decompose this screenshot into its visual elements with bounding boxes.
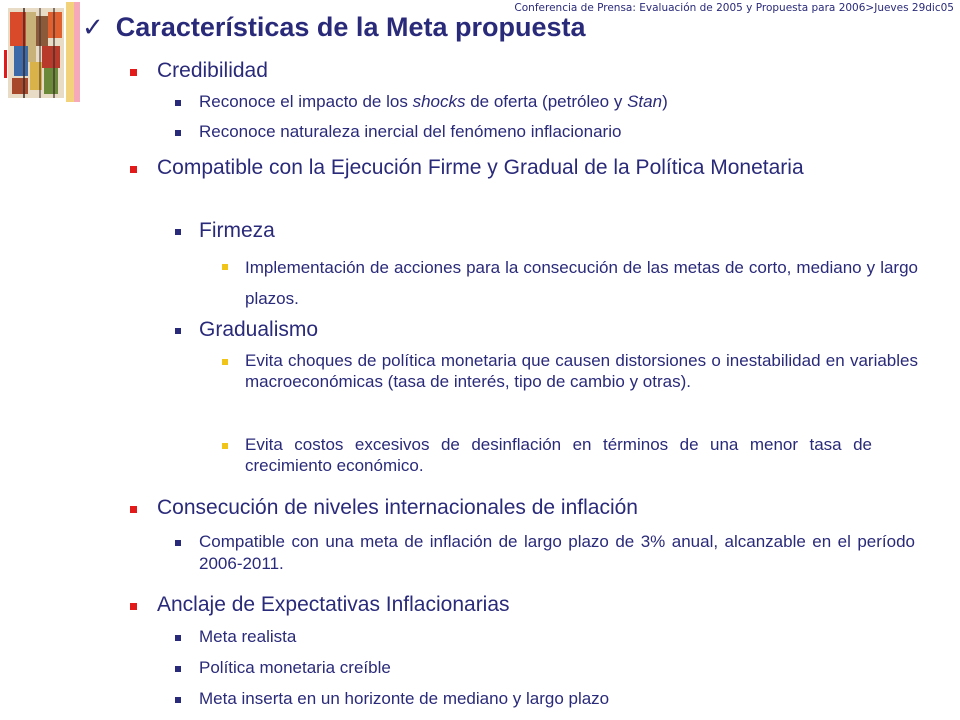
square-bullet-icon — [175, 697, 181, 703]
page-title — [82, 12, 586, 43]
square-bullet-icon — [130, 69, 137, 76]
square-bullet-icon — [175, 229, 181, 235]
square-bullet-icon — [175, 130, 181, 136]
square-bullet-icon — [130, 506, 137, 513]
list-item-compatible: Compatible con la Ejecución Firme y Gradual de la Política Monetaria — [130, 155, 890, 180]
header-note: Conferencia de Prensa: Evaluación de 2005 y Propuesta para 2006>Jueves 29dic05 — [514, 2, 954, 14]
list-item-reconoce-naturaleza: Reconoce naturaleza inercial del fenómeno inflacionario — [175, 121, 915, 143]
list-item-firmeza: Firmeza — [175, 218, 915, 243]
square-bullet-icon — [222, 264, 228, 270]
list-item-credibilidad: Credibilidad — [130, 58, 930, 83]
list-item-implementacion: Implementación de acciones para la consecución de las metas de corto, mediano y largo plazos. — [222, 252, 918, 314]
square-bullet-icon — [222, 443, 228, 449]
square-bullet-icon — [130, 166, 137, 173]
square-bullet-icon — [175, 635, 181, 641]
list-item-reconoce-impacto: Reconoce el impacto de los shocks de oferta (petróleo y Stan) — [175, 91, 915, 113]
list-item-consecucion: Consecución de niveles internacionales de inflación — [130, 495, 910, 520]
list-item-evita-costos: Evita costos excesivos de desinflación en términos de una menor tasa de crecimiento económico. — [222, 434, 872, 476]
abstract-painting-logo — [4, 2, 80, 102]
check-icon: ✓ — [82, 12, 104, 42]
square-bullet-icon — [222, 359, 228, 365]
list-item-politica-creible: Política monetaria creíble — [175, 657, 915, 679]
page-title-text: Características de la Meta propuesta — [115, 12, 586, 42]
list-item-gradualismo: Gradualismo — [175, 317, 915, 342]
list-item-meta-largo-plazo: Compatible con una meta de inflación de largo plazo de 3% anual, alcanzable en el período 2006-2011. — [175, 531, 915, 575]
list-item-evita-choques: Evita choques de política monetaria que causen distorsiones o inestabilidad en variables macroeconómicas (tasa de interés, tipo de cambio y otras). — [222, 350, 918, 392]
list-item-meta-realista: Meta realista — [175, 626, 915, 648]
list-item-anclaje: Anclaje de Expectativas Inflacionarias — [130, 592, 910, 617]
square-bullet-icon — [130, 603, 137, 610]
list-item-horizonte: Meta inserta en un horizonte de mediano y largo plazo — [175, 688, 915, 710]
square-bullet-icon — [175, 328, 181, 334]
square-bullet-icon — [175, 666, 181, 672]
square-bullet-icon — [175, 100, 181, 106]
square-bullet-icon — [175, 540, 181, 546]
